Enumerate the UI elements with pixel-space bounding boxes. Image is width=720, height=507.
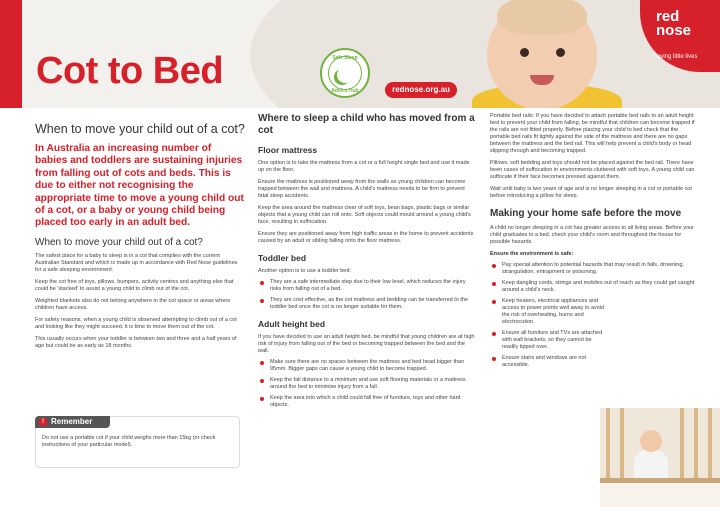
floor-mattress-heading: Floor mattress [258, 145, 318, 155]
toddler-bed-list [258, 279, 476, 311]
column-left [35, 108, 245, 350]
list-item: Keep heaters, electrical appliances and access to power points well away to avoid the risk of overheating, burns and electrocution. [490, 298, 608, 326]
logo-tagline: saving little lives [654, 54, 698, 60]
list-item: Keep the area into which a child could fall free of furniture, toys and other hard objects. [258, 395, 476, 409]
section-heading: Where to sleep a child who has moved from a cot [258, 113, 475, 136]
column-right [490, 108, 695, 369]
column-middle [258, 108, 476, 409]
toddler-bed-heading: Toddler bed [258, 253, 307, 263]
list-item: Pay special attention to potential hazards that may result in falls, drowning, strangulation, entrapment or poisoning. [490, 262, 695, 276]
remember-text: Do not use a portable cot if your child weighs more than 15kg (or check instructions of your particular model). [42, 435, 216, 448]
paragraph: Keep the area around the mattress clear of soft toys, bean bags, plastic bags or similar objects that a young child can roll onto. Soft objects could mould around a young child's face, resulting in suffocation. [258, 205, 471, 225]
remember-box [35, 416, 240, 468]
paragraph: Ensure the mattress is positioned away from the walls as young children can become trapped between the wall and mattress. A child's mattress needs to be firm to prevent fatal sleep accidents. [258, 179, 466, 199]
list-item: They are cost effective, as the cot mattress and bedding can be transferred to the toddler bed once the cot is no longer suitable for them. [258, 297, 476, 311]
home-safety-list [490, 262, 695, 369]
logo-wordmark [656, 10, 691, 38]
brand-side-band [0, 0, 22, 108]
paragraph: Another option is to use a toddler bed: [258, 268, 351, 274]
section-heading: Making your home safe before the move [490, 208, 682, 219]
paragraph: Ensure they are positioned away from high traffic areas in the home to prevent accidents caused by an adult or sibling falling onto the floor mattress. [258, 231, 474, 244]
list-item: Ensure all furniture and TVs are attached with wall brackets, so they cannot be readily tipped over. [490, 330, 608, 351]
paragraph: This usually occurs when your toddler is between two and three and a half years of age but could be as early as 18 months. [35, 335, 237, 349]
safe-sleep-seal-icon [320, 48, 370, 98]
paragraph: Wait until baby is two years of age and is no longer sleeping in a cot or portable cot before introducing a pillow for sleep. [490, 186, 692, 199]
list-item: Keep the fall distance to a minimum and use soft flooring materials or a mattress around the bed to minimise injury from a fall. [258, 377, 476, 391]
paragraph: Portable bed rails: If you have decided to attach portable bed rails to an adult height bed to prevent your child from falling, be mindful that children can become trapped if the rails are not fitted properly. Before placing your child to bed check that the portable bed rails fit tightly against the side of the mattress and there are no gaps between the mattress and the bed rail. This will help prevent a child's body or head slipping through and becoming trapped. [490, 113, 695, 154]
logo-word-nose: nose [656, 22, 692, 39]
list-item: They are a safe intermediate step due to their low level, which reduces the injury risks from falling out of a bed. [258, 279, 476, 293]
cot-mattress [600, 483, 720, 507]
alert-icon: ! [39, 418, 47, 426]
paragraph: Pillows, soft bedding and toys should not be placed against the bed rail. There have been cases of suffocation in environments cluttered with soft toys. A young child can suffocate if their face becomes pressed against them. [490, 160, 695, 180]
toddler-body [634, 450, 668, 480]
page-content [0, 108, 720, 507]
section-heading: When to move your child out of a cot? [35, 122, 245, 136]
list-item: Keep dangling cords, strings and mobiles out of reach as they could get caught around a child's neck. [490, 280, 695, 294]
remember-tab [35, 416, 110, 428]
remember-title: Remember [51, 417, 93, 426]
cot-rail [680, 408, 684, 488]
baby-hair [497, 0, 587, 35]
website-link[interactable]: rednose.org.au [385, 82, 457, 98]
adult-bed-list [258, 359, 476, 409]
adult-bed-heading: Adult height bed [258, 319, 326, 329]
toddler-in-cot-photo [600, 408, 720, 507]
paragraph: If you have decided to use an adult height bed, be mindful that young children are at high risk of injury from falling out of the bed or becoming trapped between the bed and the wall. [258, 334, 475, 354]
cot-rail [606, 408, 610, 488]
subheading: When to move your child out of a cot? [35, 236, 203, 248]
baby-eye-left [520, 48, 529, 57]
cot-rail [620, 408, 624, 488]
baby-eye-right [556, 48, 565, 57]
seal-text-top: Safe Sleep [332, 55, 358, 61]
logo-word-red: red [656, 8, 680, 25]
paragraph: One option is to take the mattress from a cot or a full height single bed and use it made up on the floor. [258, 160, 470, 173]
paragraph: A child no longer sleeping in a cot has greater access to all living areas. Before your child graduates to a bed, check your child's room and throughout the house for possible hazards. [490, 225, 694, 245]
seal-text-bottom: Advice Hub [331, 88, 359, 94]
cot-rail [694, 408, 698, 488]
intro-callout: In Australia an increasing number of babies and toddlers are sustaining injuries from falling out of cots and beds. This is due to either not recognising the appropriate time to move a young child out of a cot, or a baby or young child being placed too early in an adult bed. [35, 143, 244, 229]
ensure-label: Ensure the environment is safe: [490, 251, 574, 257]
page-header [0, 0, 720, 108]
paragraph: Keep the cot free of toys, pillows, bumpers, activity centres and anything else that could be 'stacked' to assist a young child to climb out of the cot. [35, 278, 234, 292]
list-item: Make sure there are no spaces between the mattress and bed head bigger than 95mm. Bigger gaps can cause a young child to become trapped. [258, 359, 476, 373]
moon-icon [337, 67, 353, 83]
page-title: Cot to Bed [36, 50, 224, 92]
cot-rail [708, 408, 712, 488]
baby-photo [462, 0, 662, 108]
toddler-head [640, 430, 662, 452]
list-item: Ensure stairs and windows are not accessible. [490, 355, 608, 369]
paragraph: Weighted blankets also do not belong anywhere in the cot space or areas where children have access. [35, 297, 231, 311]
paragraph: For safety reasons, when a young child is observed attempting to climb out of a cot and looking like they might succeed, it is time to move them out of the cot. [35, 316, 237, 330]
paragraph: The safest place for a baby to sleep is in a cot that complies with the current Australian Standard and which is made up in accordance with Red Nose guidelines for a safe sleeping environment. [35, 252, 238, 273]
